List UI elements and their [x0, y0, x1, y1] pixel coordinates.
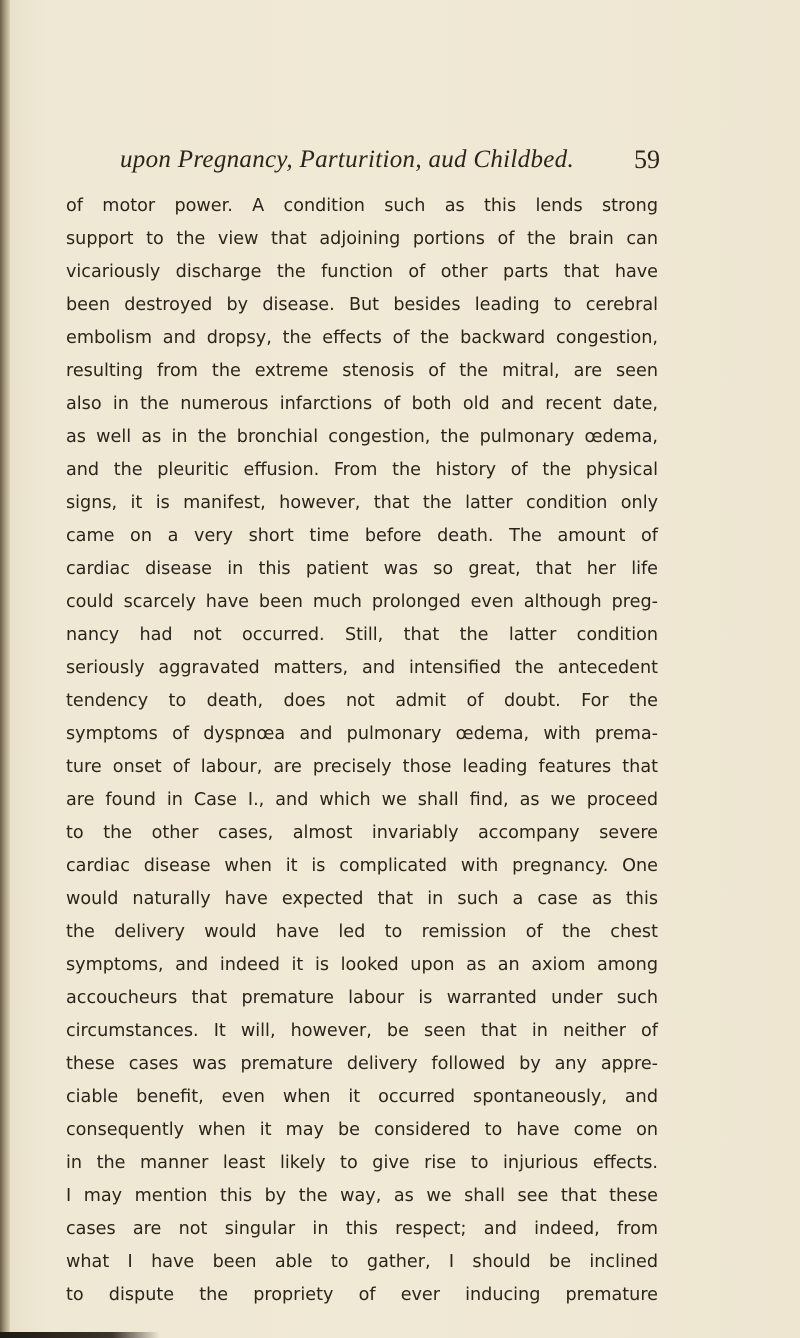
- text-line: symptoms, and indeed it is looked upon as an axiom among: [66, 955, 658, 975]
- text-line: what I have been able to gather, I should be inclined: [66, 1252, 658, 1272]
- text-line: these cases was premature delivery followed by any appre-: [66, 1054, 658, 1074]
- text-line: ture onset of labour, are precisely those leading features that: [66, 757, 658, 777]
- text-line: vicariously discharge the function of other parts that have: [66, 262, 658, 282]
- text-line: could scarcely have been much prolonged even although preg-: [66, 592, 658, 612]
- text-line: seriously aggravated matters, and intensified the antecedent: [66, 658, 658, 678]
- text-line: are found in Case I., and which we shall find, as we proceed: [66, 790, 658, 810]
- text-line: also in the numerous infarctions of both old and recent date,: [66, 394, 658, 414]
- body-text: [66, 190, 658, 1312]
- text-line: cardiac disease when it is complicated with pregnancy. One: [66, 856, 658, 876]
- text-line: embolism and dropsy, the effects of the backward congestion,: [66, 328, 658, 348]
- text-line: would naturally have expected that in such a case as this: [66, 889, 658, 909]
- text-line: and the pleuritic effusion. From the history of the physical: [66, 460, 658, 480]
- binding-edge: [0, 0, 10, 1338]
- text-line: to dispute the propriety of ever inducing premature: [66, 1285, 658, 1305]
- text-line: resulting from the extreme stenosis of the mitral, are seen: [66, 361, 658, 381]
- text-line: cases are not singular in this respect; and indeed, from: [66, 1219, 658, 1239]
- text-line: cardiac disease in this patient was so great, that her life: [66, 559, 658, 579]
- text-line: tendency to death, does not admit of doubt. For the: [66, 691, 658, 711]
- text-line: of motor power. A condition such as this lends strong: [66, 196, 658, 216]
- text-line: came on a very short time before death. The amount of: [66, 526, 658, 546]
- page-number: 59: [634, 145, 660, 174]
- text-line: circumstances. It will, however, be seen that in neither of: [66, 1021, 658, 1041]
- text-line: symptoms of dyspnœa and pulmonary œdema, with prema-: [66, 724, 658, 744]
- text-line: ciable benefit, even when it occurred spontaneously, and: [66, 1087, 658, 1107]
- text-line: accoucheurs that premature labour is warranted under such: [66, 988, 658, 1008]
- text-line: consequently when it may be considered to have come on: [66, 1120, 658, 1140]
- running-head: upon Pregnancy, Parturition, aud Childbed.: [120, 146, 575, 173]
- text-line: signs, it is manifest, however, that the latter condition only: [66, 493, 658, 513]
- text-line: been destroyed by disease. But besides leading to cerebral: [66, 295, 658, 315]
- text-line: to the other cases, almost invariably accompany severe: [66, 823, 658, 843]
- bottom-edge-shadow: [0, 1332, 160, 1338]
- text-line: as well as in the bronchial congestion, the pulmonary œdema,: [66, 427, 658, 447]
- text-line: support to the view that adjoining portions of the brain can: [66, 229, 658, 249]
- text-line: in the manner least likely to give rise to injurious effects.: [66, 1153, 658, 1173]
- text-line: nancy had not occurred. Still, that the latter condition: [66, 625, 658, 645]
- text-line: the delivery would have led to remission of the chest: [66, 922, 658, 942]
- text-line: I may mention this by the way, as we shall see that these: [66, 1186, 658, 1206]
- page-header: [120, 140, 660, 180]
